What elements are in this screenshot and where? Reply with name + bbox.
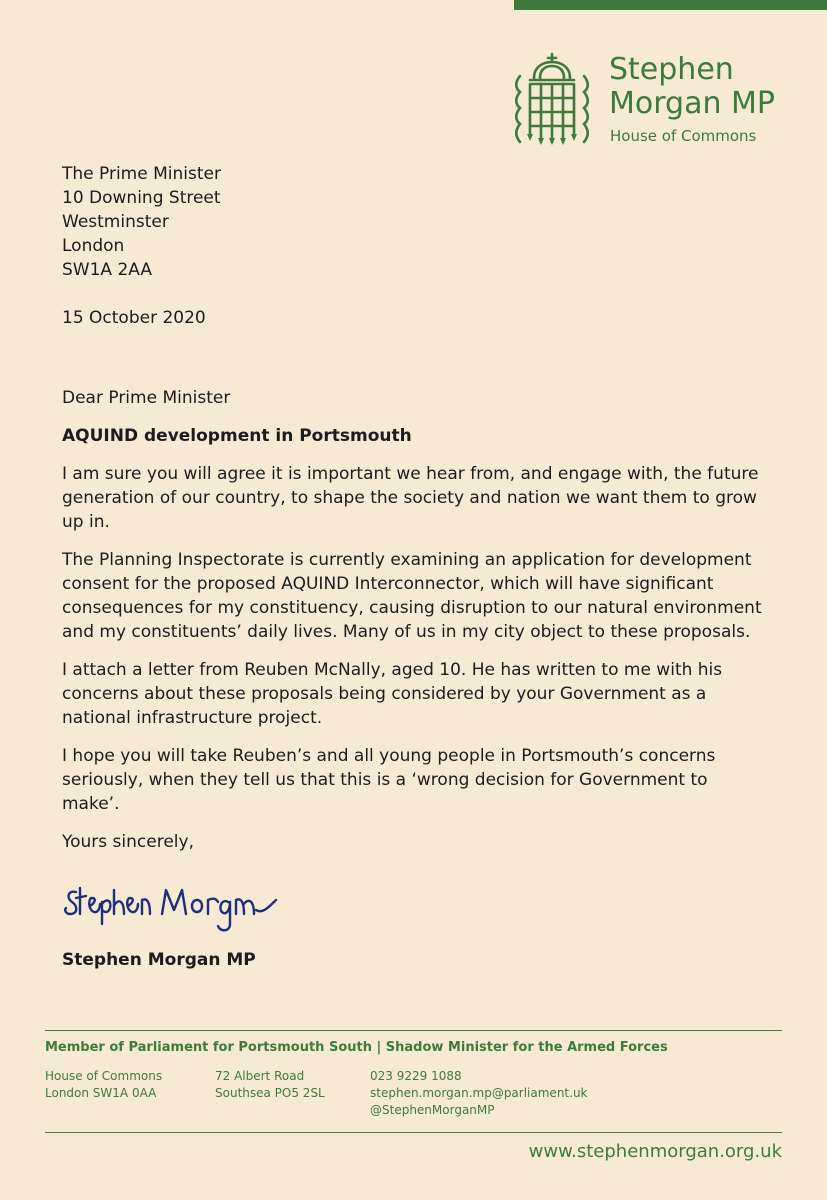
footer-line: House of Commons (45, 1069, 163, 1083)
footer-divider-bottom (45, 1132, 782, 1133)
footer-divider-top (45, 1030, 782, 1031)
footer-phone: 023 9229 1088 (370, 1069, 462, 1083)
masthead-name-line2: Morgan MP (609, 86, 775, 121)
top-accent-bar (514, 0, 827, 10)
portcullis-icon (512, 52, 592, 146)
address-line: The Prime Minister (62, 164, 221, 184)
footer-line: Southsea PO5 2SL (215, 1086, 325, 1100)
website-link[interactable]: www.stephenmorgan.org.uk (528, 1141, 782, 1162)
handwritten-signature (62, 880, 282, 940)
recipient-address (62, 162, 767, 282)
body-paragraph: I am sure you will agree it is important we hear from, and engage with, the future generation of our country, to shape the society and nation we want them to grow up in. (62, 464, 759, 532)
address-line: London (62, 236, 125, 256)
letter-date: 15 October 2020 (62, 308, 206, 328)
masthead-title (609, 53, 775, 121)
footer-line: 72 Albert Road (215, 1069, 305, 1083)
masthead-name-line1: Stephen (609, 52, 734, 87)
closing: Yours sincerely, (62, 832, 194, 852)
address-line: SW1A 2AA (62, 260, 152, 280)
footer-title: Member of Parliament for Portsmouth South | Shadow Minister for the Armed Forces (45, 1040, 668, 1055)
footer-email[interactable]: stephen.morgan.mp@parliament.uk (370, 1086, 588, 1100)
footer-constituency-address (215, 1068, 325, 1102)
footer-parliament-address (45, 1068, 162, 1102)
letter-subject: AQUIND development in Portsmouth (62, 426, 412, 446)
body-paragraph: I attach a letter from Reuben McNally, aged 10. He has written to me with his concerns about these proposals being considered by your Government as a national infrastructure project. (62, 660, 723, 728)
address-line: Westminster (62, 212, 169, 232)
masthead-subtitle: House of Commons (610, 127, 757, 145)
footer-twitter[interactable]: @StephenMorganMP (370, 1103, 495, 1117)
signatory-name: Stephen Morgan MP (62, 950, 256, 970)
body-paragraph: I hope you will take Reuben’s and all young people in Portsmouth’s concerns seriously, when they tell us that this is a ‘wrong decision for Government to make’. (62, 746, 716, 814)
footer-contact (370, 1068, 588, 1119)
address-line: 10 Downing Street (62, 188, 221, 208)
masthead (512, 50, 812, 150)
letter-body (62, 162, 767, 854)
salutation: Dear Prime Minister (62, 388, 231, 408)
body-paragraph: The Planning Inspectorate is currently examining an application for development consent for the proposed AQUIND Interconnector, which will have significant consequences for my constituency, causing disruption to our natural environment and my constituents’ daily lives. Many of us in my city object to these proposals. (62, 550, 762, 642)
footer-line: London SW1A 0AA (45, 1086, 157, 1100)
